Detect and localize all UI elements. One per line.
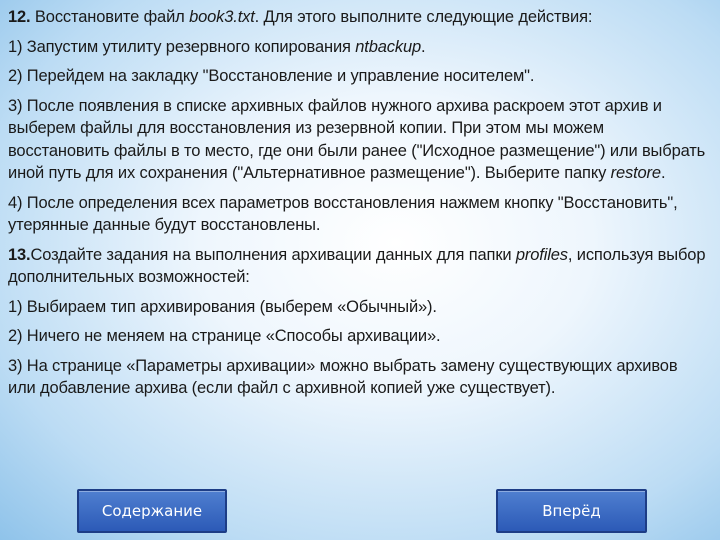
paragraph	[8, 192, 708, 237]
paragraph	[8, 325, 708, 348]
paragraph	[8, 355, 708, 400]
slide-content	[8, 6, 708, 407]
next-button[interactable]: Вперёд	[496, 489, 647, 533]
emphasized-text: book3.txt	[189, 8, 255, 26]
text-run: , используя выбор дополнительных возможностей:	[8, 245, 706, 286]
paragraph	[8, 95, 708, 185]
emphasized-text: restore	[610, 164, 661, 182]
text-run: 1) Запустим утилиту резервного копирования	[8, 37, 356, 56]
paragraph	[8, 36, 708, 59]
text-run: .	[660, 164, 666, 182]
paragraph	[8, 244, 708, 289]
task-number: 13.	[8, 245, 31, 264]
emphasized-text: ntbackup	[355, 37, 422, 56]
contents-button[interactable]: Содержание	[77, 489, 227, 533]
paragraph	[8, 65, 708, 88]
text-run: 2) Перейдем на закладку "Восстановление и управление носителем".	[8, 67, 535, 85]
text-run: 4) После определения всех параметров восстановления нажмем кнопку "Восстановить", утерянные данные будут восстановлены.	[8, 193, 678, 234]
text-run: 3) После появления в списке архивных файлов нужного архива раскроем этот архив и выберем файлы для восстановления из резервной копии. При этом мы можем восстановить файлы в то место, где они были ранее ("Исходное размещение") или выбрать иной путь для их сохранения ("Альтернативное размещение"). Выберите папку	[8, 96, 706, 182]
paragraph	[8, 6, 708, 29]
text-run: 1) Выбираем тип архивирования (выберем «Обычный»).	[8, 297, 437, 316]
text-run: .	[421, 37, 426, 56]
text-run: Восстановите файл	[30, 8, 190, 26]
text-run: . Для этого выполните следующие действия:	[254, 8, 593, 26]
paragraph	[8, 296, 708, 319]
text-run: 2) Ничего не меняем на странице «Способы архивации».	[8, 327, 441, 345]
text-run: Создайте задания на выполнения архивации данных для папки	[30, 245, 516, 264]
task-number: 12.	[8, 8, 31, 26]
emphasized-text: profiles	[515, 245, 568, 264]
text-run: 3) На странице «Параметры архивации» можно выбрать замену существующих архивов или добавление архива (если файл с архивной копией уже существует).	[8, 356, 678, 397]
